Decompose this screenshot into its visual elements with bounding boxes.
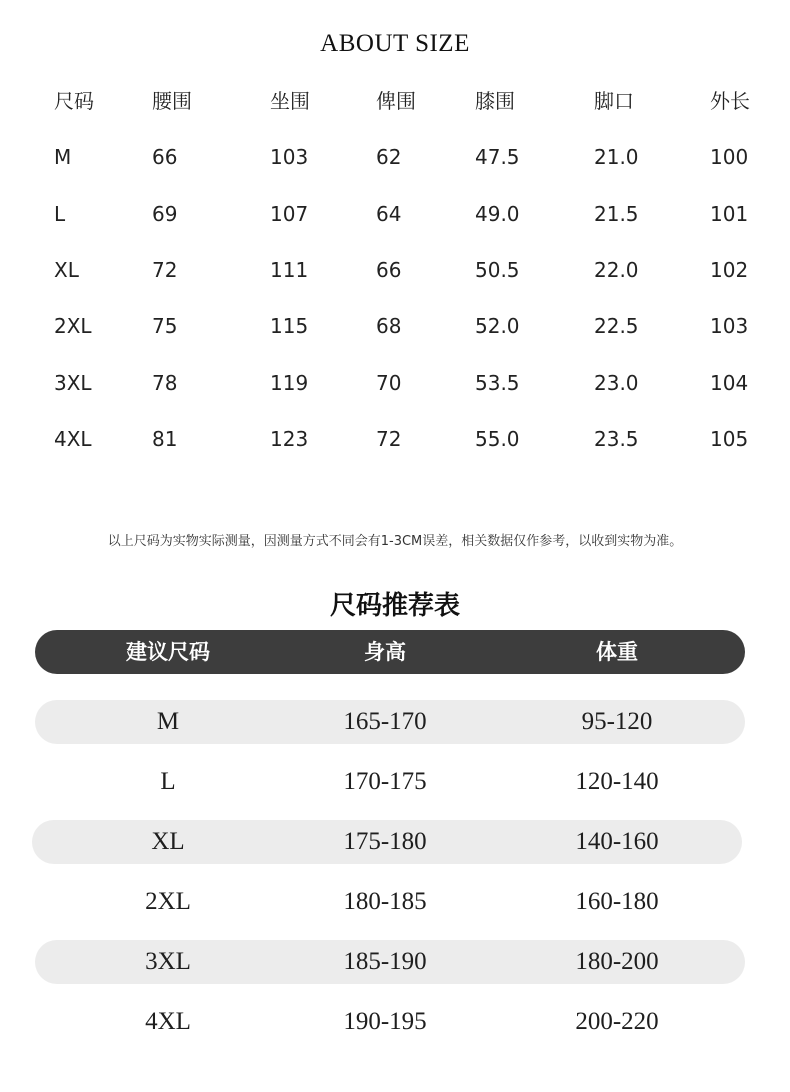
table-cell: 62	[376, 145, 402, 169]
size-table-header-row	[0, 86, 790, 116]
table-row	[0, 199, 790, 229]
table-cell: 49.0	[475, 202, 520, 226]
table-cell: 68	[376, 314, 402, 338]
table-cell: 47.5	[475, 145, 520, 169]
table-cell: 72	[376, 427, 402, 451]
list-item	[35, 880, 745, 924]
table-cell: 72	[152, 258, 178, 282]
table-cell: 21.5	[594, 202, 639, 226]
list-item	[35, 700, 745, 744]
rec-weight: 140-160	[575, 828, 659, 855]
table-cell: 107	[270, 202, 309, 226]
header-length: 外长	[710, 89, 750, 113]
header-hem: 脚口	[594, 89, 634, 113]
table-cell: 70	[376, 371, 402, 395]
list-item	[32, 820, 742, 864]
table-cell: 55.0	[475, 427, 520, 451]
header-waist: 腰围	[152, 89, 192, 113]
table-row	[0, 424, 790, 454]
table-cell: 78	[152, 371, 178, 395]
measurement-note: 以上尺码为实物实际测量，因测量方式不同会有1-3CM误差，相关数据仅作参考，以收到实物为准。	[107, 534, 683, 549]
table-cell: 3XL	[54, 371, 92, 395]
rec-height: 190-195	[343, 1008, 427, 1035]
table-cell: 50.5	[475, 258, 520, 282]
table-cell: 104	[710, 371, 749, 395]
rec-height: 175-180	[343, 828, 427, 855]
rec-height: 170-175	[343, 768, 427, 795]
rec-weight: 180-200	[575, 948, 659, 975]
table-cell: 105	[710, 427, 749, 451]
rec-weight: 95-120	[581, 708, 653, 735]
table-cell: 101	[710, 202, 749, 226]
rec-size: XL	[151, 828, 185, 855]
rec-weight: 120-140	[575, 768, 659, 795]
table-cell: 115	[270, 314, 309, 338]
table-cell: 21.0	[594, 145, 639, 169]
rec-size: 2XL	[145, 888, 191, 915]
rec-weight: 200-220	[575, 1008, 659, 1035]
list-item	[35, 940, 745, 984]
rec-size: 4XL	[145, 1008, 191, 1035]
table-cell: 81	[152, 427, 178, 451]
table-cell: 22.5	[594, 314, 639, 338]
table-cell: M	[54, 145, 72, 169]
list-item	[35, 760, 745, 804]
rec-height: 180-185	[343, 888, 427, 915]
table-row	[0, 311, 790, 341]
header-recommended-size: 建议尺码	[126, 640, 210, 664]
recommendation-header-bar	[35, 630, 745, 674]
header-weight: 体重	[596, 640, 638, 664]
table-row	[0, 255, 790, 285]
rec-size: 3XL	[145, 948, 191, 975]
table-cell: 22.0	[594, 258, 639, 282]
recommendation-title: 尺码推荐表	[329, 591, 460, 621]
table-cell: 103	[710, 314, 749, 338]
table-row	[0, 368, 790, 398]
table-cell: 100	[710, 145, 749, 169]
table-cell: 75	[152, 314, 178, 338]
table-cell: 69	[152, 202, 178, 226]
header-height: 身高	[364, 640, 406, 664]
table-cell: 102	[710, 258, 749, 282]
table-cell: 2XL	[54, 314, 92, 338]
rec-size: M	[156, 708, 180, 735]
table-row	[0, 142, 790, 172]
table-cell: 4XL	[54, 427, 92, 451]
rec-height: 185-190	[343, 948, 427, 975]
rec-weight: 160-180	[575, 888, 659, 915]
table-cell: 23.5	[594, 427, 639, 451]
table-cell: 103	[270, 145, 309, 169]
table-cell: 66	[152, 145, 178, 169]
header-hip: 坐围	[270, 89, 310, 113]
table-cell: 53.5	[475, 371, 520, 395]
header-size: 尺码	[54, 89, 94, 113]
table-cell: 66	[376, 258, 402, 282]
table-cell: 23.0	[594, 371, 639, 395]
list-item	[35, 1000, 745, 1044]
table-cell: 111	[270, 258, 309, 282]
table-cell: XL	[54, 258, 79, 282]
table-cell: 123	[270, 427, 309, 451]
table-cell: 52.0	[475, 314, 520, 338]
header-knee: 膝围	[475, 89, 515, 113]
size-chart-title: ABOUT SIZE	[320, 30, 470, 57]
table-cell: 64	[376, 202, 402, 226]
rec-height: 165-170	[343, 708, 427, 735]
rec-size: L	[160, 768, 176, 795]
table-cell: 119	[270, 371, 309, 395]
table-cell: L	[54, 202, 66, 226]
header-thigh: 俾围	[376, 89, 416, 113]
